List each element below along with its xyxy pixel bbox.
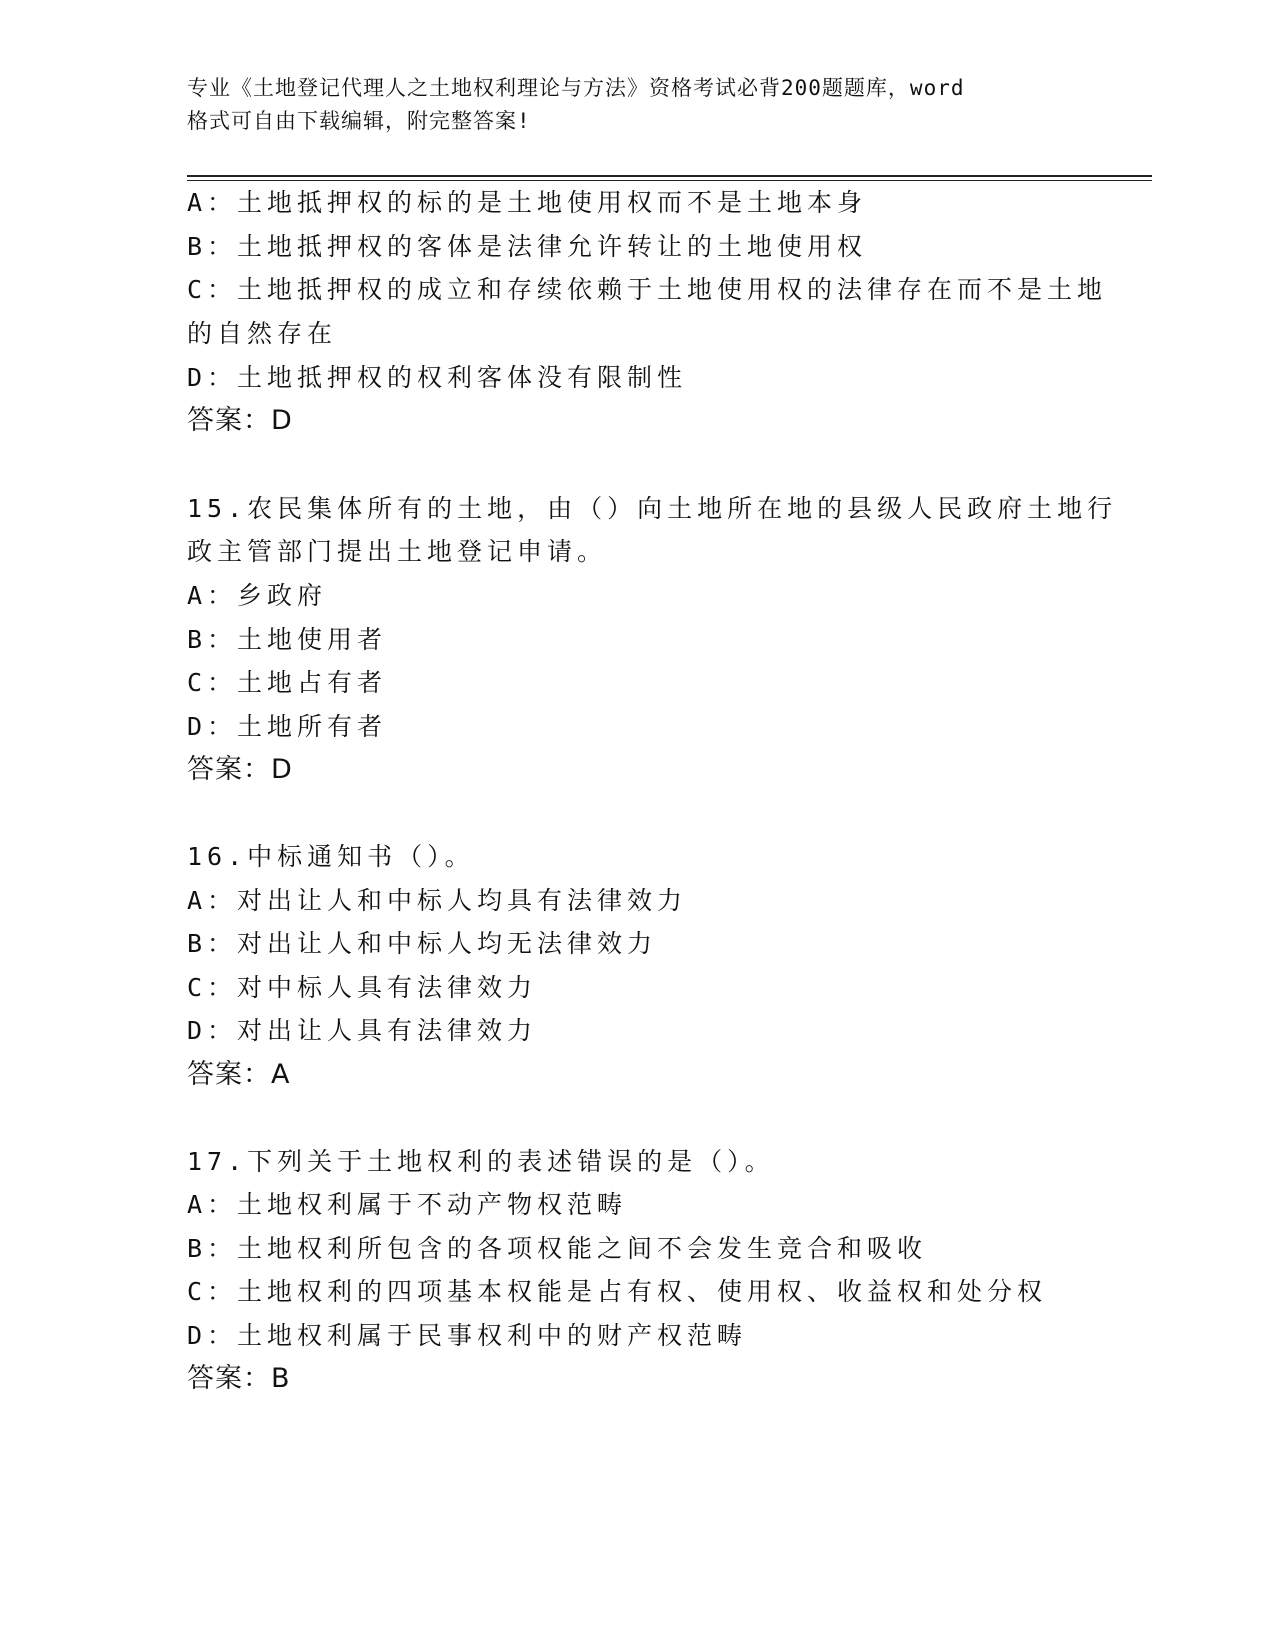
- q17-answer: 答案：B: [187, 1363, 291, 1394]
- q15-option-b: B：土地使用者: [187, 625, 388, 654]
- q14-option-b: B：土地抵押权的客体是法律允许转让的土地使用权: [187, 232, 868, 261]
- q17-option-d: D：土地权利属于民事权利中的财产权范畴: [187, 1321, 748, 1350]
- q16-option-d: D：对出让人具有法律效力: [187, 1016, 538, 1045]
- q15-option-d: D：土地所有者: [187, 712, 388, 741]
- q15-answer: 答案：D: [187, 754, 293, 785]
- q14-answer: 答案：D: [187, 405, 293, 436]
- q17-stem: 17.下列关于土地权利的表述错误的是（）。: [187, 1147, 775, 1176]
- header-divider-thick: [187, 175, 1152, 177]
- header-title-line-2: 格式可自由下载编辑，附完整答案!: [187, 109, 531, 133]
- q15-option-c: C：土地占有者: [187, 668, 388, 697]
- q14-option-a: A：土地抵押权的标的是土地使用权而不是土地本身: [187, 188, 868, 217]
- q17-option-a: A：土地权利属于不动产物权范畴: [187, 1190, 628, 1219]
- q14-option-c-line-2: 的自然存在: [187, 319, 338, 348]
- document-header: [187, 72, 1067, 138]
- q15-option-a: A：乡政府: [187, 581, 328, 610]
- q16-answer: 答案：A: [187, 1059, 291, 1090]
- q17-option-c: C：土地权利的四项基本权能是占有权、使用权、收益权和处分权: [187, 1277, 1048, 1306]
- header-title-line-1: 专业《土地登记代理人之土地权利理论与方法》资格考试必背200题题库，word: [187, 76, 965, 100]
- q16-stem: 16.中标通知书（）。: [187, 842, 475, 871]
- q14-option-d: D：土地抵押权的权利客体没有限制性: [187, 363, 688, 392]
- q16-option-a: A：对出让人和中标人均具有法律效力: [187, 886, 688, 915]
- q15-stem-line-1: 15.农民集体所有的土地，由（）向土地所在地的县级人民政府土地行: [187, 494, 1118, 523]
- q15-stem-line-2: 政主管部门提出土地登记申请。: [187, 537, 608, 566]
- q16-option-c: C：对中标人具有法律效力: [187, 973, 538, 1002]
- q16-option-b: B：对出让人和中标人均无法律效力: [187, 929, 658, 958]
- q17-option-b: B：土地权利所包含的各项权能之间不会发生竞合和吸收: [187, 1234, 928, 1263]
- q14-option-c-line-1: C：土地抵押权的成立和存续依赖于土地使用权的法律存在而不是土地: [187, 275, 1108, 304]
